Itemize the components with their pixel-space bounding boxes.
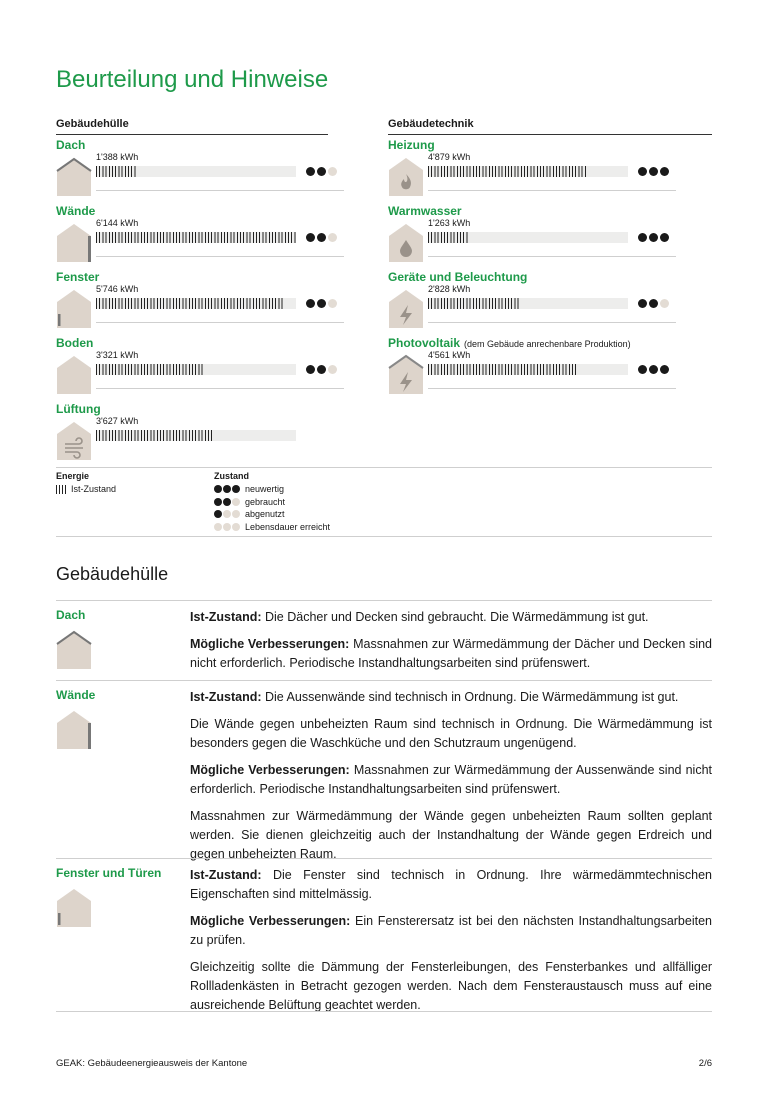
state-dot	[660, 233, 669, 242]
energy-item	[56, 402, 344, 462]
item-divider	[428, 322, 676, 323]
detail-text-block	[190, 866, 712, 1023]
state-dot	[660, 365, 669, 374]
state-indicator	[306, 299, 337, 308]
energy-bar-fill	[96, 298, 283, 309]
energy-item-title	[388, 138, 435, 152]
energy-item-title	[56, 270, 99, 284]
energy-item-name: Fenster	[56, 270, 100, 284]
legend-dot	[223, 498, 231, 506]
energy-bar-swatch	[56, 485, 66, 494]
energy-kwh: 1'263 kWh	[428, 218, 471, 228]
legend-state-dots	[214, 510, 240, 518]
legend	[56, 467, 712, 537]
energy-bar-fill	[428, 364, 577, 375]
legend-dot	[232, 498, 240, 506]
detail-block	[56, 680, 712, 859]
legend-state-row	[214, 509, 285, 519]
solar-lightning-icon	[388, 352, 424, 394]
detail-text: Die Dächer und Decken sind gebraucht. Die Wärmedämmung ist gut.	[261, 610, 649, 624]
legend-dot	[214, 498, 222, 506]
detail-text: Gleichzeitig sollte die Dämmung der Fensterleibungen, des Fensterbankes und allfälliger Rollladenkästen in Betracht gezogen werden. Nach dem Fensteraustausch muss auf eine ausreichende Belüftung geachtet werden.	[190, 960, 712, 1012]
detail-text: Ein Fensterersatz ist bei den nächsten Instandhaltungsarbeiten zu prüfen.	[190, 914, 712, 947]
state-dot	[317, 365, 326, 374]
detail-block	[56, 858, 712, 1012]
state-indicator	[306, 233, 337, 242]
detail-label: Ist-Zustand:	[190, 868, 262, 882]
energy-bar-fill	[428, 298, 520, 309]
legend-dot	[232, 485, 240, 493]
state-dot	[328, 167, 337, 176]
detail-text: Massnahmen zur Wärmedämmung der Wände gegen unbeheizten Raum sollten geplant werden. Sie dienen gleichzeitig auch der Instandhaltung der Wände gegen Erdreich und gegen unbeheizten Raum.	[190, 809, 712, 861]
energy-bar	[96, 430, 296, 441]
detail-paragraph	[190, 688, 712, 707]
legend-state-row	[214, 522, 330, 532]
energy-bar-fill	[96, 364, 204, 375]
energy-bar-fill	[428, 166, 587, 177]
energy-kwh: 6'144 kWh	[96, 218, 139, 228]
state-dot	[328, 299, 337, 308]
detail-paragraph	[190, 761, 712, 799]
energy-item	[56, 336, 344, 396]
energy-item-name: Heizung	[388, 138, 435, 152]
state-dot	[649, 167, 658, 176]
detail-label: Ist-Zustand:	[190, 690, 262, 704]
legend-state-dots	[214, 498, 240, 506]
legend-dot	[232, 510, 240, 518]
legend-state-label: abgenutzt	[245, 509, 285, 519]
item-divider	[96, 322, 344, 323]
energy-item-note: (dem Gebäude anrechenbare Produktion)	[464, 339, 631, 349]
state-dot	[649, 365, 658, 374]
energy-item-title	[56, 336, 93, 350]
legend-state-heading: Zustand	[214, 471, 249, 481]
energy-bar-fill	[428, 232, 469, 243]
energy-item-title	[56, 204, 95, 218]
state-indicator	[638, 299, 669, 308]
legend-dot	[223, 523, 231, 531]
energy-kwh: 5'746 kWh	[96, 284, 139, 294]
item-divider	[96, 190, 344, 191]
lightning-icon	[388, 286, 424, 328]
detail-text: Massnahmen zur Wärmedämmung der Aussenwände sind nicht erforderlich. Periodische Instandhaltungsarbeiten sind prüfenswert.	[190, 763, 713, 796]
energy-item-title	[388, 204, 462, 218]
detail-label: Mögliche Verbesserungen:	[190, 914, 351, 928]
legend-dot	[214, 510, 222, 518]
energy-item-name: Photovoltaik	[388, 336, 461, 350]
legend-state-label: neuwertig	[245, 484, 285, 494]
section-title: Gebäudehülle	[56, 564, 169, 584]
state-dot	[660, 299, 669, 308]
flame-icon	[388, 154, 424, 196]
energy-kwh: 2'828 kWh	[428, 284, 471, 294]
energy-item-name: Lüftung	[56, 402, 101, 416]
detail-text: Die Aussenwände sind technisch in Ordnung. Die Wärmedämmung ist gut.	[261, 690, 679, 704]
state-dot	[306, 299, 315, 308]
detail-paragraph	[190, 635, 712, 673]
energy-item-name: Dach	[56, 138, 86, 152]
state-indicator	[638, 233, 669, 242]
detail-text: Massnahmen zur Wärmedämmung der Dächer und Decken sind nicht erforderlich. Periodische Instandhaltungsarbeiten sind prüfenswert.	[190, 637, 713, 670]
detail-paragraph	[190, 715, 712, 753]
energy-bar-fill	[96, 166, 136, 177]
state-indicator	[306, 365, 337, 374]
legend-energy-heading: Energie	[56, 471, 90, 481]
state-dot	[660, 167, 669, 176]
energy-item-title	[56, 402, 101, 416]
technik-heading: Gebäudetechnik	[388, 118, 712, 135]
detail-paragraph	[190, 958, 712, 1015]
energy-bar	[428, 298, 628, 309]
energy-bar	[96, 232, 296, 243]
energy-bar	[428, 364, 628, 375]
legend-dot	[223, 510, 231, 518]
legend-state-row	[214, 484, 284, 494]
window-icon	[56, 885, 92, 927]
state-dot	[638, 365, 647, 374]
state-dot	[328, 233, 337, 242]
energy-item-name: Geräte und Beleuchtung	[388, 270, 528, 284]
legend-energy-label: Ist-Zustand	[71, 484, 117, 494]
ventilation-icon	[56, 418, 92, 460]
state-dot	[649, 233, 658, 242]
item-divider	[428, 256, 676, 257]
roof-icon	[56, 154, 92, 196]
energy-kwh: 4'879 kWh	[428, 152, 471, 162]
energy-item	[388, 138, 676, 198]
item-divider	[96, 256, 344, 257]
energy-kwh: 3'627 kWh	[96, 416, 139, 426]
legend-dot	[214, 523, 222, 531]
energy-item-name: Wände	[56, 204, 96, 218]
state-indicator	[306, 167, 337, 176]
detail-text: Die Fenster sind technisch in Ordnung. Ihre wärmedämmtechnischen Eigenschaften sind mittelmässig.	[190, 868, 712, 901]
state-dot	[306, 167, 315, 176]
state-dot	[649, 299, 658, 308]
legend-dot	[214, 485, 222, 493]
legend-energy-row	[56, 484, 116, 494]
energy-kwh: 3'321 kWh	[96, 350, 139, 360]
legend-state-label: gebraucht	[245, 496, 286, 507]
energy-bar	[96, 166, 296, 177]
state-dot	[638, 299, 647, 308]
item-divider	[428, 190, 676, 191]
energy-bar	[96, 364, 296, 375]
detail-name: Wände	[56, 688, 96, 702]
state-dot	[328, 365, 337, 374]
wall-icon	[56, 220, 92, 262]
legend-state-label: Lebensdauer erreicht	[245, 521, 331, 532]
item-divider	[96, 388, 344, 389]
page-title: Beurteilung und Hinweise	[56, 66, 329, 93]
detail-text-block	[190, 608, 712, 681]
footer-text: GEAK: Gebäudeenergieausweis der Kantone	[56, 1058, 248, 1069]
energy-bar-fill	[96, 430, 214, 441]
state-dot	[317, 233, 326, 242]
legend-state-dots	[214, 523, 240, 531]
detail-name: Fenster und Türen	[56, 866, 162, 880]
page-number: 2/6	[698, 1058, 712, 1069]
detail-paragraph	[190, 807, 712, 864]
energy-item	[56, 270, 344, 330]
detail-paragraph	[190, 912, 712, 950]
legend-state-row	[214, 497, 285, 507]
energy-bar	[428, 232, 628, 243]
water-drop-icon	[388, 220, 424, 262]
state-dot	[317, 167, 326, 176]
energy-kwh: 1'388 kWh	[96, 152, 139, 162]
legend-state-dots	[214, 485, 240, 493]
detail-label: Mögliche Verbesserungen:	[190, 637, 350, 651]
detail-paragraph	[190, 866, 712, 904]
energy-item	[388, 336, 676, 396]
legend-dot	[223, 485, 231, 493]
energy-item-name: Warmwasser	[388, 204, 462, 218]
state-dot	[317, 299, 326, 308]
state-indicator	[638, 365, 669, 374]
energy-item-title	[388, 336, 631, 350]
detail-block	[56, 600, 712, 681]
floor-icon	[56, 352, 92, 394]
state-dot	[638, 167, 647, 176]
energy-item	[56, 204, 344, 264]
energy-bar	[428, 166, 628, 177]
state-dot	[638, 233, 647, 242]
detail-name: Dach	[56, 608, 86, 622]
energy-kwh: 4'561 kWh	[428, 350, 471, 360]
roof-icon	[56, 627, 92, 669]
energy-item	[388, 270, 676, 330]
energy-bar-fill	[96, 232, 296, 243]
energy-item-title	[56, 138, 85, 152]
detail-text: Die Wände gegen unbeheizten Raum sind technisch in Ordnung. Die Wärmedämmung ist besonders gegen die Waschküche und den Schutzraum ungenügend.	[190, 717, 712, 750]
item-divider	[428, 388, 676, 389]
window-icon	[56, 286, 92, 328]
detail-label: Mögliche Verbesserungen:	[190, 763, 350, 777]
energy-bar	[96, 298, 296, 309]
energy-item	[56, 138, 344, 198]
energy-item-name: Boden	[56, 336, 94, 350]
wall-icon	[56, 707, 92, 749]
state-dot	[306, 365, 315, 374]
energy-item-title	[388, 270, 527, 284]
detail-text-block	[190, 688, 712, 872]
detail-label: Ist-Zustand:	[190, 610, 262, 624]
bottom-divider	[56, 1011, 712, 1012]
legend-dot	[232, 523, 240, 531]
state-dot	[306, 233, 315, 242]
huelle-heading: Gebäudehülle	[56, 118, 328, 135]
detail-paragraph	[190, 608, 712, 627]
state-indicator	[638, 167, 669, 176]
energy-item	[388, 204, 676, 264]
